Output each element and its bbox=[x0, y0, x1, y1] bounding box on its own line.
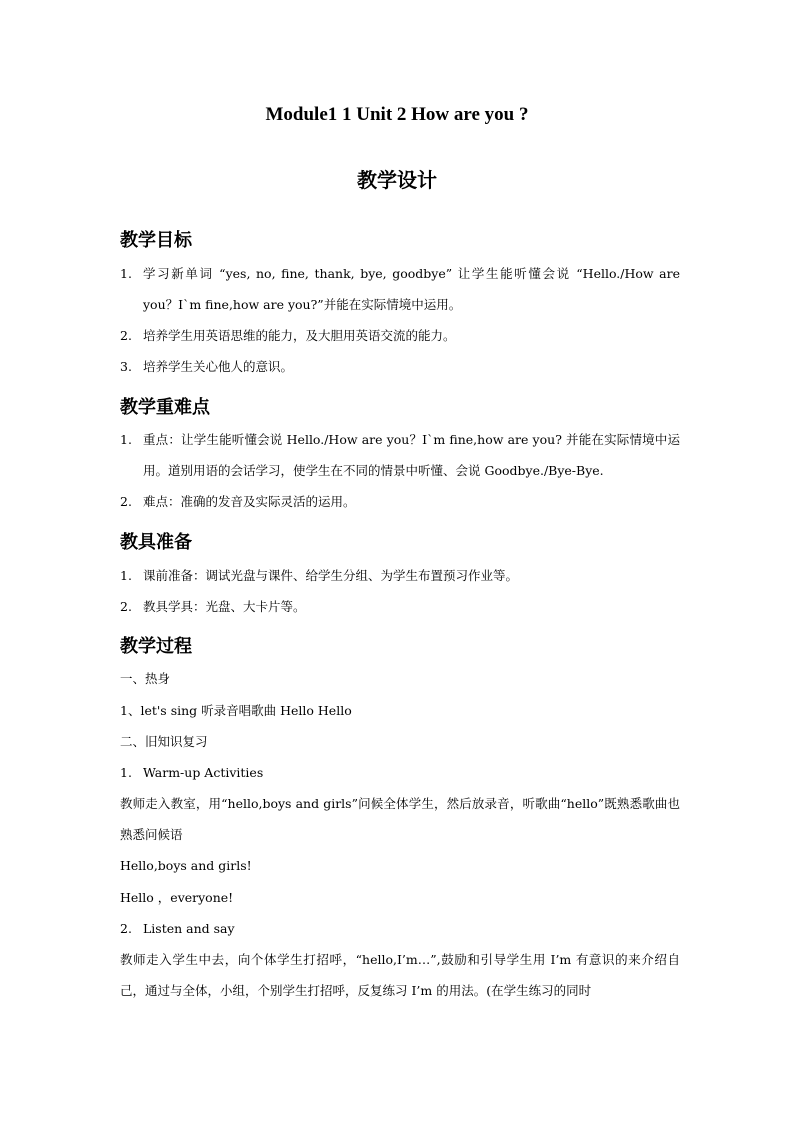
section-heading-goals: 教学目标 bbox=[120, 230, 192, 251]
list-item bbox=[120, 560, 680, 591]
step-number: 2. bbox=[120, 921, 132, 936]
step-heading bbox=[120, 757, 680, 788]
section-heading-materials: 教具准备 bbox=[120, 532, 192, 553]
document-title: Module1 1 Unit 2 How are you ? bbox=[265, 104, 529, 125]
list-number: 3. bbox=[120, 359, 132, 374]
list-number: 2. bbox=[120, 328, 132, 343]
paragraph: 教师走入教室，用“hello,boys and girls”问候全体学生，然后放录音，听歌曲“hello”既熟悉歌曲也熟悉问候语 bbox=[120, 796, 680, 842]
document-subtitle: 教学设计 bbox=[357, 168, 437, 192]
list-text: 重点：让学生能听懂会说 Hello./How are you？I`m fine,how are you? 并能在实际情境中运用。道别用语的会话学习，使学生在不同的情景中听懂、会说 Goodbye./Bye-Bye. bbox=[143, 432, 680, 478]
list-item bbox=[120, 591, 680, 622]
list-item bbox=[120, 486, 680, 517]
section-heading-process: 教学过程 bbox=[120, 636, 192, 657]
paragraph: 教师走入学生中去，向个体学生打招呼，“hello,I’m…”,鼓励和引导学生用 I’m 有意识的来介绍自己，通过与全体，小组，个别学生打招呼，反复练习 I’m 的用法。(在学生练习的同时 bbox=[120, 952, 680, 998]
list-number: 2. bbox=[120, 494, 132, 509]
list-number: 2. bbox=[120, 599, 132, 614]
list-item bbox=[120, 424, 680, 486]
list-text: 教具学具：光盘、大卡片等。 bbox=[143, 599, 306, 614]
list-text: 学习新单词 “yes, no, fine, thank, bye, goodbye” 让学生能听懂会说 “Hello./How are you？I`m fine,how are you?”并能在实际情境中运用。 bbox=[143, 266, 680, 312]
step-heading bbox=[120, 913, 680, 944]
list-text: 难点：准确的发音及实际灵活的运用。 bbox=[143, 494, 356, 509]
subheading-review: 二、旧知识复习 bbox=[120, 734, 208, 749]
list-item bbox=[120, 320, 680, 351]
list-number: 1. bbox=[120, 266, 132, 281]
list-text: 培养学生用英语思维的能力，及大胆用英语交流的能力。 bbox=[143, 328, 456, 343]
section-heading-key-points: 教学重难点 bbox=[120, 397, 210, 418]
list-text: 培养学生关心他人的意识。 bbox=[143, 359, 294, 374]
step-number: 1. bbox=[120, 765, 132, 780]
subheading-warmup: 一、热身 bbox=[120, 671, 171, 686]
list-number: 1. bbox=[120, 432, 132, 447]
list-number: 1. bbox=[120, 568, 132, 583]
list-item bbox=[120, 258, 680, 320]
warmup-line: 1、let's sing 听录音唱歌曲 Hello Hello bbox=[120, 703, 352, 718]
dialogue-line: Hello,boys and girls! bbox=[120, 858, 252, 873]
list-text: 课前准备：调试光盘与课件、给学生分组、为学生布置预习作业等。 bbox=[143, 568, 519, 583]
step-title: Warm-up Activities bbox=[143, 765, 264, 780]
list-item bbox=[120, 351, 680, 382]
step-title: Listen and say bbox=[143, 921, 235, 936]
dialogue-line: Hello ，everyone! bbox=[120, 890, 234, 905]
